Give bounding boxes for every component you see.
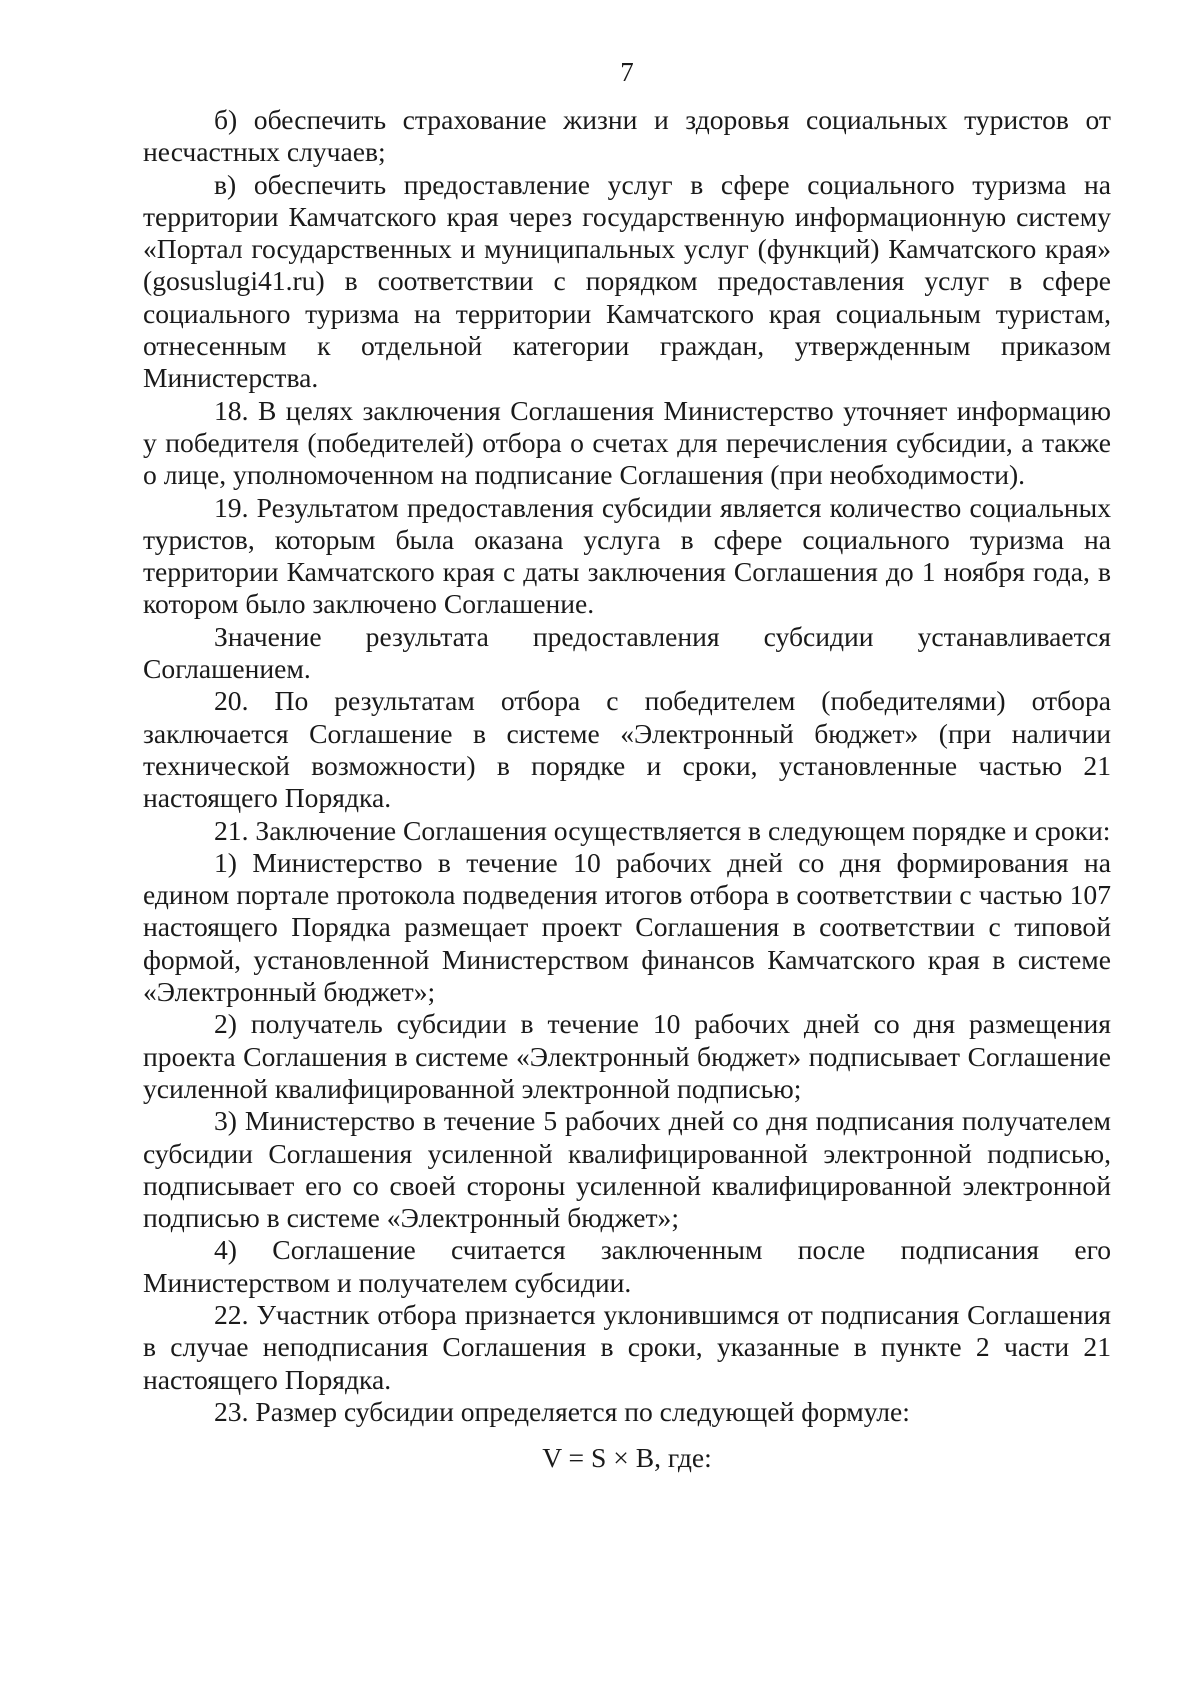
document-page: [143, 56, 1111, 1474]
paragraph-20: 20. По результатам отбора с победителем (победителями) отбора заключается Соглашение в системе «Электронный бюджет» (при наличии технической возможности) в порядке и сроки, установленные частью 21 настоящего Порядка.: [143, 685, 1111, 814]
paragraph-21: 21. Заключение Соглашения осуществляется в следующем порядке и сроки:: [214, 814, 1111, 846]
subsidy-formula: V = S × B, где:: [542, 1442, 712, 1474]
paragraph-22: 22. Участник отбора признается уклонившимся от подписания Соглашения в случае неподписания Соглашения в сроки, указанные в пункте 2 части 21 настоящего Порядка.: [143, 1298, 1111, 1395]
page-number: 7: [620, 57, 634, 87]
paragraph-21-item-1: 1) Министерство в течение 10 рабочих дней со дня формирования на едином портале протокола подведения итогов отбора в соответствии с частью 107 настоящего Порядка размещает проект Соглашения в соответствии с типовой формой, установленной Министерством финансов Камчатского края в системе «Электронный бюджет»;: [143, 846, 1111, 1008]
paragraph-21-item-3: 3) Министерство в течение 5 рабочих дней со дня подписания получателем субсидии Соглашения усиленной квалифицированной электронной подписью, подписывает его со своей стороны усиленной квалифицированной электронной подписью в системе «Электронный бюджет»;: [143, 1105, 1111, 1234]
paragraph-b-insurance: б) обеспечить страхование жизни и здоровья социальных туристов от несчастных случаев;: [143, 104, 1111, 168]
paragraph-18: 18. В целях заключения Соглашения Министерство уточняет информацию у победителя (победителей) отбора о счетах для перечисления субсидии, а также о лице, уполномоченном на подписание Соглашения (при необходимости).: [143, 394, 1111, 491]
paragraph-21-item-2: 2) получатель субсидии в течение 10 рабочих дней со дня размещения проекта Соглашения в системе «Электронный бюджет» подписывает Соглашение усиленной квалифицированной электронной подписью;: [143, 1008, 1111, 1104]
paragraph-19: 19. Результатом предоставления субсидии является количество социальных туристов, которым была оказана услуга в сфере социального туризма на территории Камчатского края с даты заключения Соглашения до 1 ноября года, в котором было заключено Соглашение.: [143, 491, 1111, 620]
paragraph-v-services: в) обеспечить предоставление услуг в сфере социального туризма на территории Камчатского края через государственную информационную систему «Портал государственных и муниципальных услуг (функций) Камчатского края» (gosuslugi41.ru) в соответствии с порядком предоставления услуг в сфере социального туризма на территории Камчатского края социальным туристам, отнесенным к отдельной категории граждан, утвержденным приказом Министерства.: [143, 168, 1111, 394]
paragraph-23: 23. Размер субсидии определяется по следующей формуле:: [214, 1395, 910, 1427]
paragraph-result-value: Значение результата предоставления субсидии устанавливается Соглашением.: [143, 620, 1111, 685]
paragraph-21-item-4: 4) Соглашение считается заключенным после подписания его Министерством и получателем субсидии.: [143, 1234, 1111, 1298]
